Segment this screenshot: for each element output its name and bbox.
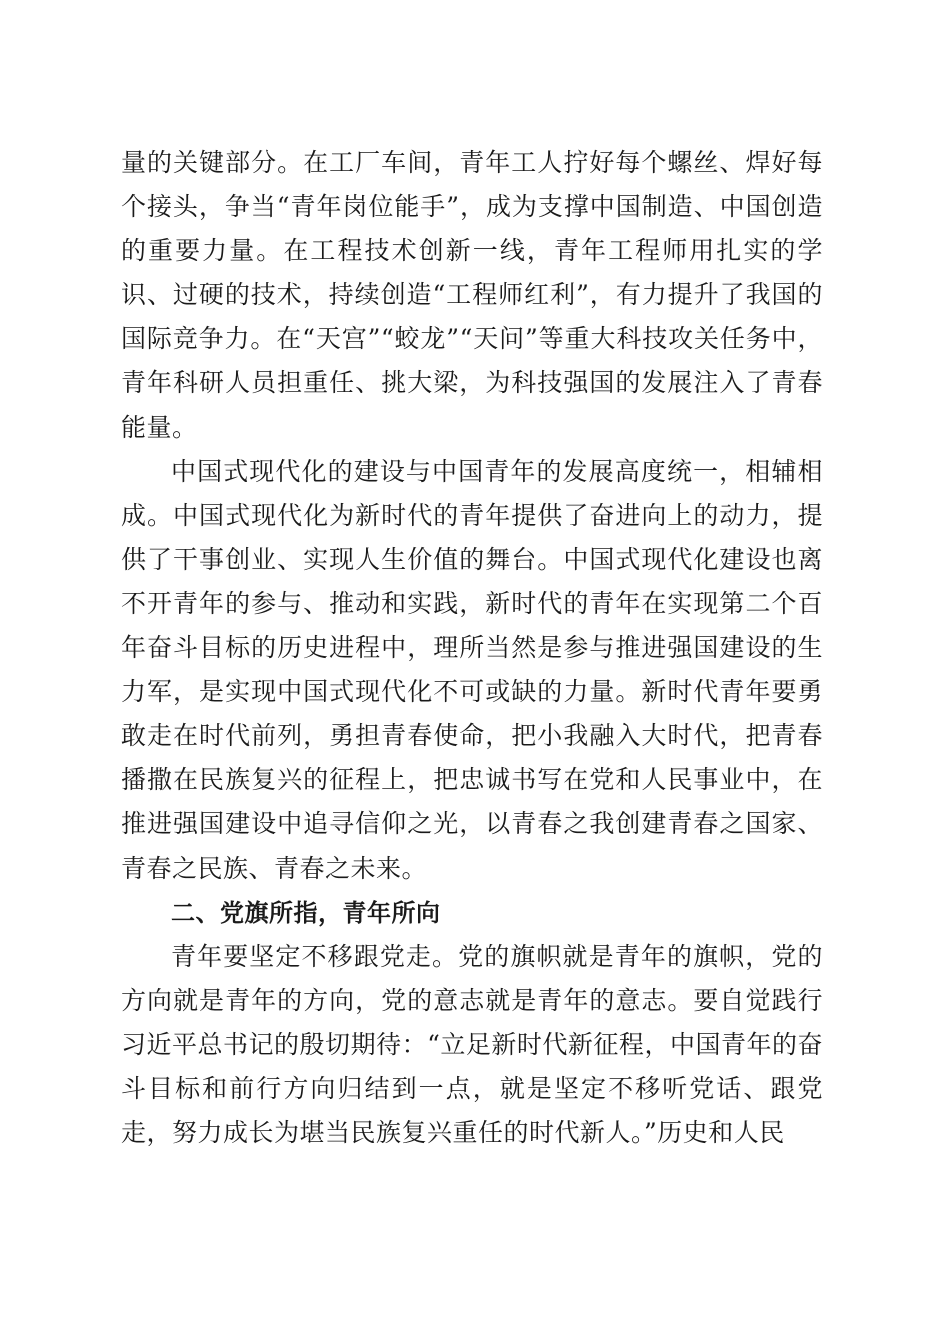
paragraph-modernization: 中国式现代化的建设与中国青年的发展高度统一，相辅相成。中国式现代化为新时代的青年提供了奋进向上的动力，提供了干事创业、实现人生价值的舞台。中国式现代化建设也离不开青年的参与、推动和实践，新时代的青年在实现第二个百年奋斗目标的历史进程中，理所当然是参与推进强国建设的生力军，是实现中国式现代化不可或缺的力量。新时代青年要勇敢走在时代前列，勇担青春使命，把小我融入大时代，把青春播撒在民族复兴的征程上，把忠诚书写在党和人民事业中，在推进强国建设中追寻信仰之光，以青春之我创建青春之国家、青春之民族、青春之未来。 xyxy=(121,456,823,883)
paragraph-follow-party: 青年要坚定不移跟党走。党的旗帜就是青年的旗帜，党的方向就是青年的方向，党的意志就是青年的意志。要自觉践行习近平总书记的殷切期待：“立足新时代新征程，中国青年的奋斗目标和前行方向归结到一点，就是坚定不移听党话、跟党走，努力成长为堪当民族复兴重任的时代新人。”历史和人民 xyxy=(121,941,823,1148)
paragraph-continued: 量的关键部分。在工厂车间，青年工人拧好每个螺丝、焊好每个接头，争当“青年岗位能手”，成为支撑中国制造、中国创造的重要力量。在工程技术创新一线，青年工程师用扎实的学识、过硬的技术，持续创造“工程师红利”，有力提升了我国的国际竞争力。在“天宫”“蛟龙”“天问”等重大科技攻关任务中，青年科研人员担重任、挑大梁，为科技强国的发展注入了青春能量。 xyxy=(121,148,823,442)
document-page xyxy=(121,141,823,1155)
section-heading: 二、党旗所指，青年所向 xyxy=(171,898,441,927)
